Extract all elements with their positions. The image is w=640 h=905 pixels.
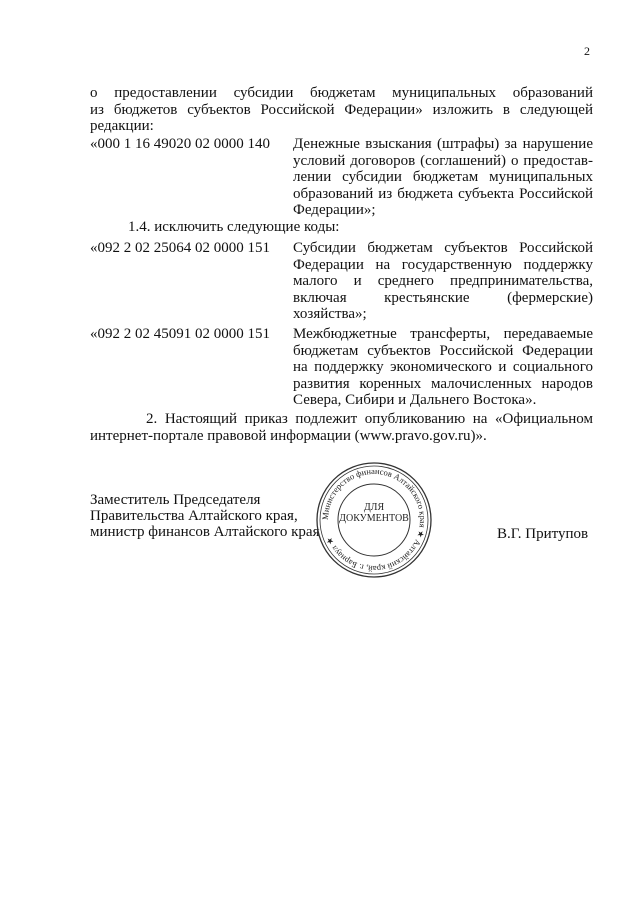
signer-name: В.Г. Притупов [497, 526, 589, 542]
intro-line: о предоставлении субсидии бюджетам муниципальных образований [90, 85, 593, 101]
budget-code: «092 2 02 25064 02 0000 151 [90, 240, 270, 256]
description-line: развития коренных малочисленных народов [293, 375, 593, 392]
budget-code: «092 2 02 45091 02 0000 151 [90, 326, 270, 342]
publication-paragraph [90, 411, 593, 444]
description-line: хозяйства»; [293, 306, 367, 322]
description-line: Денежные взыскания (штрафы) за нарушение [293, 136, 593, 152]
description-line: Федерации»; [293, 202, 376, 218]
description-line: Межбюджетные трансферты, передаваемые [293, 326, 593, 342]
budget-code: «000 1 16 49020 02 0000 140 [90, 136, 270, 152]
intro-line: из бюджетов субъектов Российской Федерации» изложить в следующей [90, 101, 593, 118]
description-line: малого и среднего предпринимательства, [293, 273, 593, 289]
subitem-heading: 1.4. исключить следующие коды: [128, 219, 340, 235]
code-description [293, 326, 593, 409]
signer-title: Правительства Алтайского края, [90, 508, 298, 524]
stamp-center-text: ДОКУМЕНТОВ [339, 513, 409, 524]
signer-block [90, 492, 319, 540]
page-number: 2 [584, 44, 590, 58]
publication-line: интернет-портале правовой информации (www.pravo.gov.ru)». [90, 427, 487, 444]
description-line: на поддержку экономического и социального [293, 359, 593, 375]
description-line: включая крестьянские (фермерские) [293, 289, 593, 306]
description-line: Федерации на государственную поддержку [293, 256, 593, 273]
stamp-center [334, 502, 414, 524]
intro-line: редакции: [90, 118, 154, 134]
description-line: условий договоров (соглашений) о предостав- [293, 152, 593, 169]
signer-title: Заместитель Председателя [90, 492, 261, 508]
stamp-ring-text: Министерство финансов Алтайского края ★ Алтайский край, г. Барнаул ★ [319, 465, 429, 575]
stamp-center-text: ДЛЯ [363, 502, 385, 513]
description-line: образований из бюджета субъекта Российской [293, 185, 593, 202]
signer-title: министр финансов Алтайского края [90, 524, 320, 540]
description-line: Севера, Сибири и Дальнего Востока». [293, 392, 537, 408]
description-line: бюджетам субъектов Российской Федерации [293, 342, 593, 359]
intro-paragraph [90, 85, 593, 135]
publication-line: 2. Настоящий приказ подлежит опубликованию на «Официальном [146, 411, 593, 427]
code-description [293, 136, 593, 219]
code-description [293, 240, 593, 323]
description-line: Субсидии бюджетам субъектов Российской [293, 240, 593, 256]
description-line: лении субсидии бюджетам муниципальных [293, 169, 593, 185]
